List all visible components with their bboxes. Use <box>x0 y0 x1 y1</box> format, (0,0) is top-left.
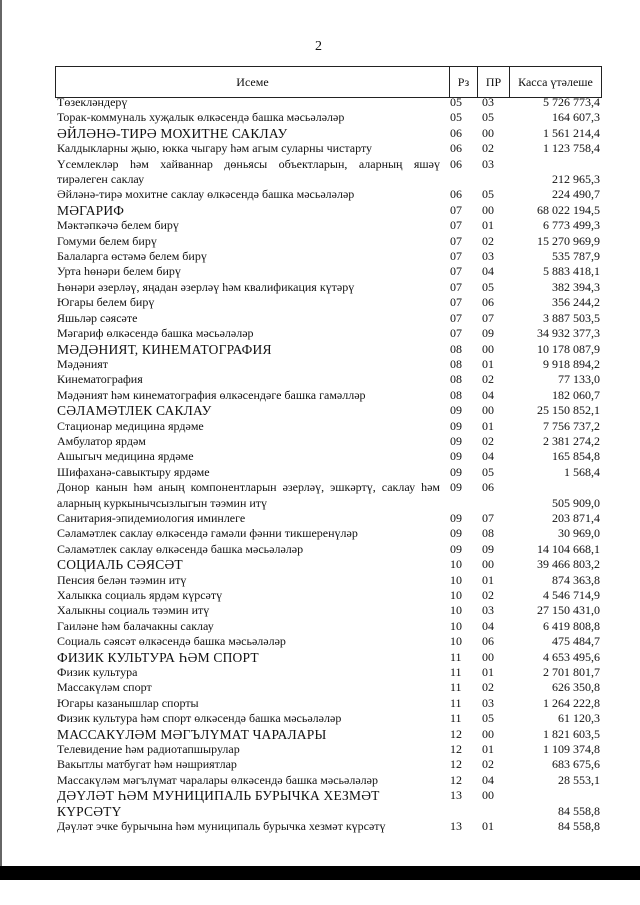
row-sum: 1 109 374,8 <box>543 742 600 757</box>
table-row <box>57 819 600 834</box>
table-row <box>57 588 600 603</box>
table-row <box>57 434 600 449</box>
row-pr: 01 <box>482 742 494 757</box>
header-sum: Касса үтәлеше <box>518 74 593 89</box>
row-sum: 84 558,8 <box>558 803 600 818</box>
table-row <box>57 249 600 264</box>
row-pr: 05 <box>482 110 494 125</box>
table-row <box>57 603 600 618</box>
row-rz: 05 <box>450 95 462 109</box>
row-name: МӘДӘНИЯТ, КИНЕМАТОГРАФИЯ <box>57 341 272 357</box>
row-pr: 05 <box>482 464 494 479</box>
row-sum: 34 932 377,3 <box>537 326 600 341</box>
row-name: Сәламәтлек саклау өлкәсендә башка мәсьәләләр <box>57 541 304 556</box>
row-sum: 30 969,0 <box>558 526 600 541</box>
row-pr: 00 <box>482 649 494 664</box>
row-rz: 09 <box>450 449 462 464</box>
row-rz: 06 <box>450 187 462 202</box>
row-pr: 02 <box>482 233 494 248</box>
table-row <box>57 110 600 125</box>
row-rz: 07 <box>450 295 462 310</box>
row-sum: 9 918 894,2 <box>543 356 600 371</box>
header-name: Исеме <box>56 67 450 97</box>
row-pr: 05 <box>482 187 494 202</box>
table-row <box>57 511 600 526</box>
row-pr: 02 <box>482 372 494 387</box>
table-row <box>57 711 600 726</box>
table-body <box>57 95 600 835</box>
row-sum: 6 419 808,8 <box>543 618 600 633</box>
row-sum: 1 821 603,5 <box>543 726 600 741</box>
row-name: МАССАКҮЛӘМ МӘГЪЛҮМАТ ЧАРАЛАРЫ <box>57 726 327 742</box>
row-name: Физик культура һәм спорт өлкәсендә башка мәсьәләләр <box>57 711 342 726</box>
row-name: Үсемлекләр һәм хайваннар дөньясы объектларын, аларның яшәү тирәлеген саклау <box>57 156 440 187</box>
row-rz: 12 <box>450 742 462 757</box>
row-sum: 4 653 495,6 <box>543 649 600 664</box>
row-pr: 02 <box>482 680 494 695</box>
section-row <box>57 650 600 665</box>
table-row <box>57 311 600 326</box>
row-sum: 164 607,3 <box>552 110 600 125</box>
row-rz: 10 <box>450 634 462 649</box>
row-sum: 39 466 803,2 <box>537 557 600 572</box>
row-name: Югары белем бирү <box>57 295 155 310</box>
row-pr: 06 <box>482 480 494 495</box>
row-rz: 11 <box>450 649 462 664</box>
section-row <box>57 403 600 418</box>
row-name: МӘГАРИФ <box>57 202 125 218</box>
row-pr: 04 <box>482 772 494 787</box>
table-row <box>57 526 600 541</box>
section-row <box>57 342 600 357</box>
row-pr: 03 <box>482 695 494 710</box>
table-row <box>57 388 600 403</box>
row-name: Массакүләм спорт <box>57 680 152 695</box>
row-sum: 1 264 222,8 <box>543 695 600 710</box>
header-pr: ПР <box>478 67 510 97</box>
row-name: Донор канын һәм аның компонентларын әзерләү, эшкәртү, саклау һәм аларның куркынычсызлыгын тәэмин итү <box>57 480 440 510</box>
row-rz: 13 <box>450 788 462 803</box>
table-row <box>57 295 600 310</box>
table-row <box>57 264 600 279</box>
row-pr: 04 <box>482 618 494 633</box>
row-pr: 08 <box>482 526 494 541</box>
row-pr: 03 <box>482 156 494 171</box>
row-name: Вакытлы матбугат һәм нәшриятлар <box>57 757 237 772</box>
row-pr: 05 <box>482 711 494 726</box>
row-sum: 84 558,8 <box>558 819 600 834</box>
section-row <box>57 788 600 819</box>
table-row <box>57 742 600 757</box>
row-rz: 10 <box>450 557 462 572</box>
row-name: Кинематография <box>57 372 143 387</box>
table-row <box>57 680 600 695</box>
row-rz: 08 <box>450 341 462 356</box>
table-row <box>57 234 600 249</box>
row-rz: 07 <box>450 233 462 248</box>
row-sum: 5 883 418,1 <box>543 264 600 279</box>
row-rz: 09 <box>450 510 462 525</box>
table-row <box>57 326 600 341</box>
table-row <box>57 357 600 372</box>
table-row <box>57 619 600 634</box>
row-sum: 10 178 087,9 <box>537 341 600 356</box>
row-pr: 00 <box>482 341 494 356</box>
row-name: ДӘҮЛӘТ ҺӘМ МУНИЦИПАЛЬ БУРЫЧКА ХЕЗМӘТ КҮРСӘТҮ <box>57 788 380 819</box>
row-sum: 203 871,4 <box>552 510 600 525</box>
row-rz: 07 <box>450 202 462 217</box>
row-name: ӘЙЛӘНӘ-ТИРӘ МОХИТНЕ САКЛАУ <box>57 125 288 141</box>
row-name: СОЦИАЛЬ СӘЯСӘТ <box>57 557 183 573</box>
row-rz: 12 <box>450 772 462 787</box>
row-name: Төзекләндерү <box>57 95 128 109</box>
row-pr: 01 <box>482 418 494 433</box>
row-pr: 00 <box>482 726 494 741</box>
row-rz: 05 <box>450 110 462 125</box>
row-pr: 02 <box>482 433 494 448</box>
table-row <box>57 542 600 557</box>
row-rz: 06 <box>450 156 462 171</box>
row-pr: 05 <box>482 279 494 294</box>
row-rz: 07 <box>450 249 462 264</box>
table-row <box>57 95 600 110</box>
row-name: Халыкны социаль тәэмин итү <box>57 603 210 618</box>
row-pr: 09 <box>482 541 494 556</box>
row-name: ФИЗИК КУЛЬТУРА ҺӘМ СПОРТ <box>57 649 259 665</box>
row-sum: 6 773 499,3 <box>543 218 600 233</box>
row-name: Сәламәтлек саклау өлкәсендә гамәли фәнни тикшеренүләр <box>57 526 358 541</box>
row-name: Гаиләне һәм балачакны саклау <box>57 618 214 633</box>
row-sum: 475 484,7 <box>552 634 600 649</box>
row-rz: 10 <box>450 588 462 602</box>
row-pr: 04 <box>482 449 494 464</box>
table-row <box>57 372 600 387</box>
row-pr: 02 <box>482 588 494 602</box>
row-name: Физик культура <box>57 665 138 680</box>
row-sum: 1 561 214,4 <box>543 125 600 140</box>
section-row <box>57 557 600 572</box>
row-name: Шифаханә-савыктыру ярдәме <box>57 464 210 479</box>
row-rz: 11 <box>450 711 462 726</box>
table-row <box>57 187 600 202</box>
row-sum: 356 244,2 <box>552 295 600 310</box>
row-name: Урта һөнәри белем бирү <box>57 264 181 279</box>
row-name: Ашыгыч медицина ярдәме <box>57 449 194 464</box>
row-rz: 10 <box>450 603 462 618</box>
table-row <box>57 665 600 680</box>
scan-edge <box>0 0 2 866</box>
row-pr: 06 <box>482 634 494 649</box>
row-rz: 09 <box>450 403 462 418</box>
row-sum: 224 490,7 <box>552 187 600 202</box>
row-name: Торак-коммуналь хуҗалык өлкәсендә башка мәсьәләләр <box>57 110 345 125</box>
row-sum: 3 887 503,5 <box>543 310 600 325</box>
row-name: Һөнәри әзерләү, яңадан әзерләү һәм квалификация күтәрү <box>57 279 355 294</box>
section-row <box>57 203 600 218</box>
row-pr: 07 <box>482 510 494 525</box>
row-pr: 02 <box>482 757 494 772</box>
row-pr: 02 <box>482 141 494 156</box>
page-number: 2 <box>315 39 322 54</box>
row-sum: 1 123 758,4 <box>543 141 600 156</box>
row-pr: 00 <box>482 788 494 803</box>
table-row <box>57 757 600 772</box>
row-pr: 01 <box>482 819 494 834</box>
row-pr: 00 <box>482 557 494 572</box>
row-sum: 27 150 431,0 <box>537 603 600 618</box>
header-rz: Рз <box>450 67 478 97</box>
row-rz: 08 <box>450 387 462 402</box>
row-rz: 07 <box>450 218 462 233</box>
row-rz: 10 <box>450 572 462 587</box>
row-rz: 07 <box>450 310 462 325</box>
row-pr: 04 <box>482 387 494 402</box>
row-sum: 505 909,0 <box>552 495 600 510</box>
row-name: Амбулатор ярдәм <box>57 433 146 448</box>
row-sum: 874 363,8 <box>552 572 600 587</box>
row-name: Балаларга өстәмә белем бирү <box>57 249 207 264</box>
row-name: Калдыкларны җыю, юкка чыгару һәм агым суларны чистарту <box>57 141 373 156</box>
row-rz: 12 <box>450 726 462 741</box>
row-rz: 07 <box>450 264 462 279</box>
row-name: Яшьләр сәясәте <box>57 310 138 325</box>
row-rz: 09 <box>450 526 462 541</box>
table-row <box>57 634 600 649</box>
row-sum: 182 060,7 <box>552 387 600 402</box>
row-name: Мәгариф өлкәсендә башка мәсьәләләр <box>57 326 254 341</box>
row-sum: 382 394,3 <box>552 279 600 294</box>
row-sum: 7 756 737,2 <box>543 418 600 433</box>
row-rz: 06 <box>450 141 462 156</box>
row-rz: 11 <box>450 680 462 695</box>
row-sum: 626 350,8 <box>552 680 600 695</box>
table-row <box>57 218 600 233</box>
row-sum: 2 381 274,2 <box>543 433 600 448</box>
row-name: Әйләнә-тирә мохитне саклау өлкәсендә башка мәсьәләләр <box>57 187 355 202</box>
row-sum: 535 787,9 <box>552 249 600 264</box>
scan-bottom-bar <box>0 866 640 880</box>
table-row <box>57 573 600 588</box>
row-rz: 07 <box>450 279 462 294</box>
row-name: Мәктәпкәчә белем бирү <box>57 218 179 233</box>
section-row <box>57 727 600 742</box>
row-name: Мәдәният һәм кинематография өлкәсендәге башка гамәлләр <box>57 387 366 402</box>
row-sum: 212 965,3 <box>552 172 600 187</box>
row-sum: 28 553,1 <box>558 772 600 787</box>
row-name: Санитария-эпидемиология иминлеге <box>57 510 246 525</box>
table-row <box>57 419 600 434</box>
table-row <box>57 696 600 711</box>
row-name: Халыкка социаль ярдәм күрсәтү <box>57 588 223 602</box>
row-pr: 07 <box>482 310 494 325</box>
row-pr: 04 <box>482 264 494 279</box>
table-row <box>57 773 600 788</box>
row-pr: 01 <box>482 665 494 680</box>
row-pr: 01 <box>482 356 494 371</box>
row-name: Телевидение һәм радиотапшырулар <box>57 742 240 757</box>
row-rz: 09 <box>450 464 462 479</box>
row-rz: 09 <box>450 480 462 495</box>
row-pr: 00 <box>482 403 494 418</box>
row-rz: 09 <box>450 433 462 448</box>
table-row <box>57 280 600 295</box>
row-name: Социаль сәясәт өлкәсендә башка мәсьәләләр <box>57 634 286 649</box>
row-name: Югары казанышлар спорты <box>57 695 199 710</box>
row-name: Гомуми белем бирү <box>57 233 157 248</box>
row-pr: 06 <box>482 295 494 310</box>
row-pr: 01 <box>482 572 494 587</box>
row-pr: 00 <box>482 202 494 217</box>
row-sum: 4 546 714,9 <box>543 588 600 602</box>
row-rz: 11 <box>450 665 462 680</box>
row-sum: 61 120,3 <box>558 711 600 726</box>
row-sum: 77 133,0 <box>558 372 600 387</box>
table-row <box>57 157 600 188</box>
row-rz: 06 <box>450 125 462 140</box>
row-rz: 10 <box>450 618 462 633</box>
row-sum: 683 675,6 <box>552 757 600 772</box>
row-rz: 11 <box>450 695 462 710</box>
table-row <box>57 465 600 480</box>
row-pr: 03 <box>482 95 494 109</box>
row-rz: 09 <box>450 418 462 433</box>
row-sum: 1 568,4 <box>564 464 600 479</box>
row-rz: 09 <box>450 541 462 556</box>
row-pr: 09 <box>482 326 494 341</box>
row-name: Мәдәният <box>57 356 109 371</box>
row-rz: 08 <box>450 372 462 387</box>
row-rz: 12 <box>450 757 462 772</box>
table-row <box>57 141 600 156</box>
table-row <box>57 480 600 511</box>
row-rz: 13 <box>450 819 462 834</box>
row-rz: 07 <box>450 326 462 341</box>
row-sum: 68 022 194,5 <box>537 202 600 217</box>
row-sum: 25 150 852,1 <box>537 403 600 418</box>
row-name: Дәүләт эчке бурычына һәм муниципаль бурычка хезмәт күрсәтү <box>57 819 386 834</box>
row-sum: 165 854,8 <box>552 449 600 464</box>
row-sum: 15 270 969,9 <box>537 233 600 248</box>
row-rz: 08 <box>450 356 462 371</box>
row-name: СӘЛАМӘТЛЕК САКЛАУ <box>57 403 212 419</box>
row-pr: 03 <box>482 603 494 618</box>
table-header <box>55 66 602 98</box>
row-pr: 03 <box>482 249 494 264</box>
section-row <box>57 126 600 141</box>
row-name: Стационар медицина ярдәме <box>57 418 204 433</box>
row-name: Массакүләм мәгълүмат чаралары өлкәсендә башка мәсьәләләр <box>57 772 378 787</box>
row-sum: 2 701 801,7 <box>543 665 600 680</box>
row-sum: 5 726 773,4 <box>543 95 600 109</box>
row-pr: 01 <box>482 218 494 233</box>
row-pr: 00 <box>482 125 494 140</box>
row-sum: 14 104 668,1 <box>537 541 600 556</box>
table-row <box>57 449 600 464</box>
row-name: Пенсия белән тәэмин итү <box>57 572 187 587</box>
